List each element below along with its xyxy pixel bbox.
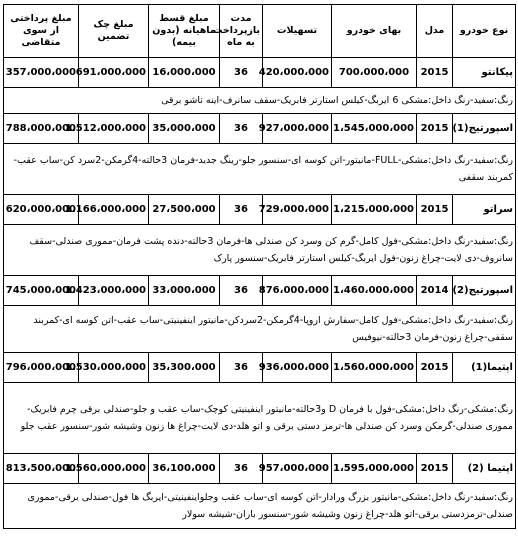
guarantee-cheque: 1،166،000،000 [79,195,149,225]
term-months: 36 [220,276,263,306]
facility-amount: 957،000،000 [263,454,332,484]
car-model-year: 2014 [417,276,453,306]
table-row-description [4,88,516,114]
table-row [4,114,516,144]
facility-amount: 936،000،000 [263,353,332,383]
facility-amount: 420،000،000 [263,58,332,88]
car-name: اسپورتیج(1) [453,114,516,144]
guarantee-cheque: 691،000،000 [79,58,149,88]
table-row [4,195,516,225]
table-header-row [4,5,516,58]
car-model-year: 2015 [417,58,453,88]
applicant-payment: 788،000،000 [4,114,79,144]
car-description: رنگ:سفید-رنگ داخل:مشکی-فول کامل-سفارش اروپا-4گرمکن-2سردکن-مانیتور اینفینیتی-ساب عقب-اتن کوسه ای-کمربند سقفی-چراغ زنون-فرمان 3حالته-نیوفیس [4,306,516,353]
car-price: 1،215،000،000 [332,195,417,225]
table-row-description [4,306,516,353]
car-description: رنگ:سفید-رنگ داخل:مشکی-FULL-مانیتور-اتن کوسه ای-سنسور جلو-رینگ جدید-فرمان 3حالته-4گرمکن-2سرد کن-ساب عقب-کمربند سقفی [4,144,516,195]
car-price: 1،460،000،000 [332,276,417,306]
car-price: 700،000،000 [332,58,417,88]
header-facility: تسهیلات [263,5,332,58]
table-row [4,58,516,88]
table-row-description [4,225,516,276]
applicant-payment: 813،500،000 [4,454,79,484]
car-model-year: 2015 [417,353,453,383]
term-months: 36 [220,353,263,383]
applicant-payment: 745،000،000 [4,276,79,306]
monthly-installment: 16،000،000 [149,58,220,88]
term-months: 36 [220,195,263,225]
car-model-year: 2015 [417,114,453,144]
car-name: پیکانتو [453,58,516,88]
table-row-description [4,383,516,454]
car-description: رنگ:سفید-رنگ داخل:مشکی-فول کامل-گرم کن وسرد کن صندلی ها-فرمان 3حالته-دنده پشت فرمان-مموری صندلی-سقف سانروف-دی لایت-چراغ زنون-فول ایربگ-کیلس استارتر فابریک-سنسور پارک [4,225,516,276]
term-months: 36 [220,454,263,484]
term-months: 36 [220,114,263,144]
table-row-description [4,484,516,529]
facility-amount: 729،000،000 [263,195,332,225]
table-row [4,454,516,484]
guarantee-cheque: 1،423،000،000 [79,276,149,306]
header-cheque: مبلغ چک تضمین [79,5,149,58]
guarantee-cheque: 1،512،000،000 [79,114,149,144]
car-description: رنگ:سفید-رنگ داخل:مشکی-مانیتور بزرگ ورادار-اتن کوسه ای-ساب عقب وجلواینفینیتی-ایربگ ها فول-صندلی برقی-مموری صندلی-ترمزدستی برقی-اتو هلد-چراغ زنون وشیشه شور-سنسور باران-شیشه سولار [4,484,516,529]
header-model: مدل [417,5,453,58]
car-name: اپتیما(1) [453,353,516,383]
car-name: اپتیما (2) [453,454,516,484]
car-price: 1،560،000،000 [332,353,417,383]
applicant-payment: 620،000،000 [4,195,79,225]
applicant-payment: 796،000،000 [4,353,79,383]
guarantee-cheque: 1،560،000،000 [79,454,149,484]
monthly-installment: 35،000،000 [149,114,220,144]
term-months: 36 [220,58,263,88]
applicant-payment: 357،000،000 [4,58,79,88]
table-row [4,276,516,306]
header-price: بهای خودرو [332,5,417,58]
car-description: رنگ:سفید-رنگ داخل:مشکی 6 ایربگ-کیلس استارتر فابریک-سقف سانرف-اینه تاشو برقی [4,88,516,114]
car-description: رنگ:مشکی-رنگ داخل:مشکی-فول با فرمان D و3حالته-مانیتور اینفینیتی کوچک-ساب عقب و جلو-صندلی برقی چرم فابریک-مموری صندلی-گرمکن وسرد کن صندلی ها-ترمز دستی برقی و اتو هلد-دی لایت-چراغ ها زنون وشیشه شور-سنسور عقب جلو [4,383,516,454]
header-type: نوع خودرو [453,5,516,58]
monthly-installment: 27،500،000 [149,195,220,225]
car-name: سراتو [453,195,516,225]
car-model-year: 2015 [417,454,453,484]
facility-amount: 927،000،000 [263,114,332,144]
facility-amount: 876،000،000 [263,276,332,306]
car-price-table [3,4,516,529]
table-row [4,353,516,383]
header-term: مدت بازپرداخت به ماه [220,5,263,58]
car-model-year: 2015 [417,195,453,225]
monthly-installment: 36،100،000 [149,454,220,484]
guarantee-cheque: 1،530،000،000 [79,353,149,383]
table-row-description [4,144,516,195]
car-price: 1،545،000،000 [332,114,417,144]
monthly-installment: 33،000،000 [149,276,220,306]
car-price: 1،595،000،000 [332,454,417,484]
car-name: اسپورتیج(2) [453,276,516,306]
header-applicant: مبلغ پرداختی از سوی متقاضی [4,5,79,58]
monthly-installment: 35،300،000 [149,353,220,383]
header-installment: مبلغ قسط ماهیانه (بدون بیمه) [149,5,220,58]
